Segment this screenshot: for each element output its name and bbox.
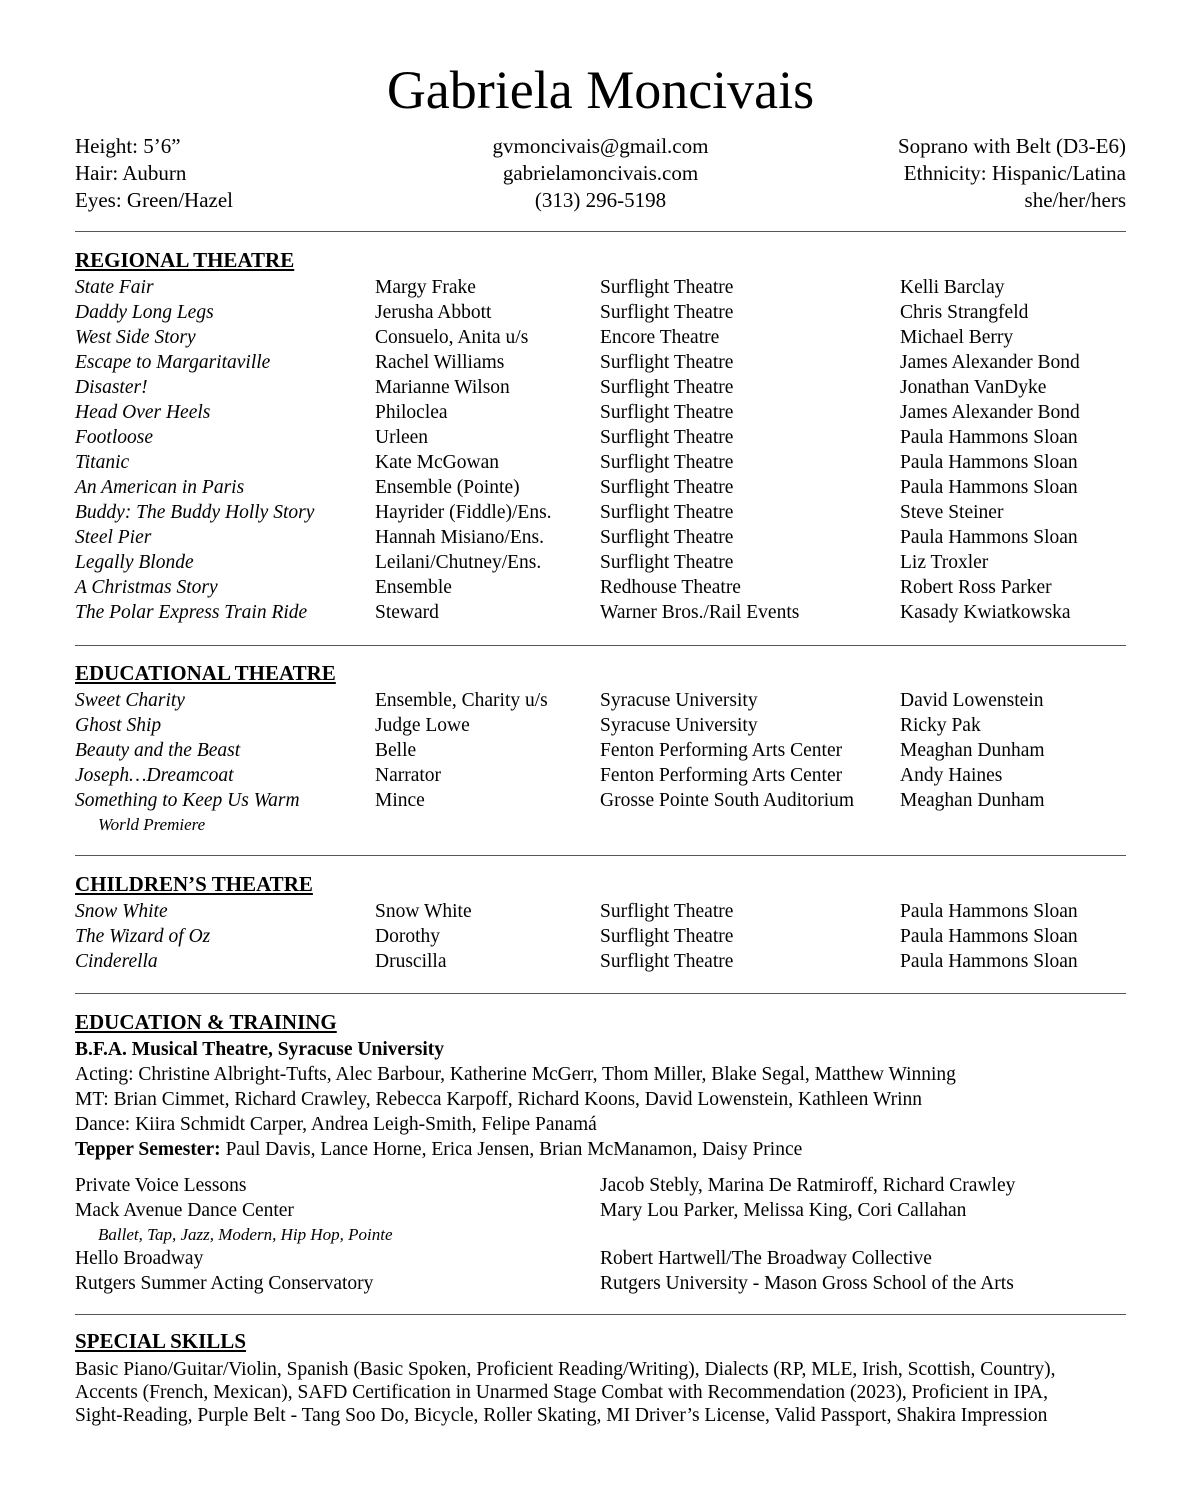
dance-teachers: Dance: Kiira Schmidt Carper, Andrea Leigh-Smith, Felipe Panamá [75,1114,597,1135]
director: Paula Hammons Sloan [900,926,1078,947]
degree: B.F.A. Musical Theatre, Syracuse University [75,1039,445,1060]
skills-text [75,1358,1126,1427]
show-title: A Christmas Story [75,577,218,598]
training-row [75,1198,1126,1223]
voice-type: Soprano with Belt (D3-E6) [897,134,1126,158]
phone: (313) 296-5198 [534,188,667,212]
director: Ricky Pak [900,715,981,736]
show-title: Head Over Heels [75,402,211,423]
divider [75,231,1126,232]
venue: Grosse Pointe South Auditorium [600,790,855,811]
venue: Syracuse University [600,690,758,711]
venue: Surflight Theatre [600,926,734,947]
skills-line: Sight-Reading, Purple Belt - Tang Soo Do, Bicycle, Roller Skating, MI Driver’s License, Valid Passport, Shakira Impression [75,1405,1048,1426]
role: Leilani/Chutney/Ens. [375,552,542,573]
training-list [75,1173,1126,1296]
role: Jerusha Abbott [375,302,492,323]
director: James Alexander Bond [900,352,1080,373]
role: Mince [375,790,425,811]
venue: Surflight Theatre [600,302,734,323]
venue: Fenton Performing Arts Center [600,765,843,786]
show-title: Cinderella [75,951,158,972]
venue: Surflight Theatre [600,377,734,398]
show-title: Snow White [75,901,168,922]
show-title: An American in Paris [75,477,245,498]
education-training-section [75,1007,1126,1296]
role: Ensemble [375,577,452,598]
show-title: Daddy Long Legs [75,302,214,323]
show-title: Something to Keep Us Warm [75,790,300,811]
divider [75,855,1126,856]
divider [75,1314,1126,1315]
role: Belle [375,740,417,761]
role: Snow White [375,901,472,922]
venue: Surflight Theatre [600,452,734,473]
director: Kasady Kwiatkowska [900,602,1071,623]
director: Paula Hammons Sloan [900,427,1078,448]
role: Margy Frake [375,277,476,298]
credit-row [75,763,1126,788]
acting-teachers: Acting: Christine Albright-Tufts, Alec Barbour, Katherine McGerr, Thom Miller, Blake Segal, Matthew Winning [75,1064,956,1085]
show-title: The Polar Express Train Ride [75,602,308,623]
show-title: The Wizard of Oz [75,926,211,947]
show-title: Joseph…Dreamcoat [75,765,234,786]
director: Michael Berry [900,327,1014,348]
director: James Alexander Bond [900,402,1080,423]
tepper-names: Paul Davis, Lance Horne, Erica Jensen, Brian McManamon, Daisy Prince [220,1139,803,1160]
education-details [75,1037,1126,1162]
height: Height: 5’6” [75,134,181,158]
role: Judge Lowe [375,715,470,736]
eyes: Eyes: Green/Hazel [75,188,234,212]
director: Jonathan VanDyke [900,377,1047,398]
credit-row [75,899,1126,924]
credit-row [75,738,1126,763]
director: Paula Hammons Sloan [900,951,1078,972]
section-heading: REGIONAL THEATRE [75,248,295,272]
role: Philoclea [375,402,448,423]
educational-credits [75,688,1126,813]
credit-row [75,525,1126,550]
credit-row [75,375,1126,400]
childrens-credits [75,899,1126,974]
director: David Lowenstein [900,690,1044,711]
show-title: Sweet Charity [75,690,185,711]
credit-row [75,575,1126,600]
show-title: Titanic [75,452,130,473]
credit-row [75,325,1126,350]
venue: Surflight Theatre [600,901,734,922]
show-title: Legally Blonde [75,552,194,573]
training-name: Private Voice Lessons [75,1175,247,1196]
role: Marianne Wilson [375,377,510,398]
director: Paula Hammons Sloan [900,477,1078,498]
credit-row [75,550,1126,575]
credit-row [75,924,1126,949]
show-title: State Fair [75,277,154,298]
hair: Hair: Auburn [75,161,187,185]
training-row [75,1173,1126,1198]
role: Druscilla [375,951,447,972]
special-skills-section [75,1326,1126,1427]
director: Liz Troxler [900,552,989,573]
divider [75,993,1126,994]
credit-row [75,600,1126,625]
role: Ensemble (Pointe) [375,477,520,498]
role: Kate McGowan [375,452,499,473]
show-title: Footloose [75,427,153,448]
credit-row [75,475,1126,500]
role: Rachel Williams [375,352,505,373]
show-title: Buddy: The Buddy Holly Story [75,502,315,523]
childrens-theatre-section [75,869,1126,974]
voice-info [898,133,1126,214]
training-teachers: Rutgers University - Mason Gross School of the Arts [600,1273,1014,1294]
email: gvmoncivais@gmail.com [492,134,709,158]
show-title: Disaster! [75,377,148,398]
credit-row [75,688,1126,713]
director: Paula Hammons Sloan [900,527,1078,548]
director: Meaghan Dunham [900,740,1045,761]
venue: Encore Theatre [600,327,720,348]
section-heading: EDUCATIONAL THEATRE [75,661,336,685]
credit-row [75,949,1126,974]
venue: Syracuse University [600,715,758,736]
director: Paula Hammons Sloan [900,452,1078,473]
training-name: Rutgers Summer Acting Conservatory [75,1273,374,1294]
role: Hannah Misiano/Ens. [375,527,544,548]
director: Steve Steiner [900,502,1004,523]
role: Consuelo, Anita u/s [375,327,529,348]
world-premiere-note: World Premiere [98,815,206,834]
director: Meaghan Dunham [900,790,1045,811]
training-name: Hello Broadway [75,1248,204,1269]
venue: Fenton Performing Arts Center [600,740,843,761]
pronouns: she/her/hers [1024,188,1126,212]
skills-line: Accents (French, Mexican), SAFD Certification in Unarmed Stage Combat with Recommendation (2023), Proficient in IPA, [75,1382,1049,1403]
role: Dorothy [375,926,440,947]
educational-theatre-section [75,658,1126,837]
venue: Surflight Theatre [600,951,734,972]
training-name: Mack Avenue Dance Center [75,1200,294,1221]
dance-styles-note: Ballet, Tap, Jazz, Modern, Hip Hop, Pointe [98,1225,393,1244]
show-title: Beauty and the Beast [75,740,241,761]
venue: Surflight Theatre [600,277,734,298]
training-row [75,1246,1126,1271]
venue: Surflight Theatre [600,477,734,498]
venue: Warner Bros./Rail Events [600,602,800,623]
role: Ensemble, Charity u/s [375,690,548,711]
venue: Surflight Theatre [600,552,734,573]
venue: Surflight Theatre [600,502,734,523]
credit-row [75,450,1126,475]
director: Andy Haines [900,765,1003,786]
skills-line: Basic Piano/Guitar/Violin, Spanish (Basic Spoken, Proficient Reading/Writing), Dialects (RP, MLE, Irish, Scottish, Country), [75,1359,1056,1380]
show-title: Ghost Ship [75,715,162,736]
training-row [75,1271,1126,1296]
credit-row [75,788,1126,813]
director: Robert Ross Parker [900,577,1052,598]
training-teachers: Robert Hartwell/The Broadway Collective [600,1248,932,1269]
website: gabrielamoncivais.com [502,161,699,185]
director: Kelli Barclay [900,277,1005,298]
credit-row [75,500,1126,525]
show-title: West Side Story [75,327,196,348]
show-title: Steel Pier [75,527,152,548]
venue: Surflight Theatre [600,402,734,423]
training-teachers: Jacob Stebly, Marina De Ratmiroff, Richard Crawley [600,1175,1016,1196]
venue: Surflight Theatre [600,527,734,548]
role: Urleen [375,427,429,448]
section-heading: SPECIAL SKILLS [75,1329,246,1353]
regional-theatre-section [75,245,1126,625]
role: Hayrider (Fiddle)/Ens. [375,502,552,523]
role: Steward [375,602,439,623]
section-heading: EDUCATION & TRAINING [75,1010,337,1034]
tepper-semester [75,1137,1126,1162]
credit-row [75,425,1126,450]
venue: Surflight Theatre [600,352,734,373]
section-heading: CHILDREN’S THEATRE [75,872,313,896]
credit-row [75,350,1126,375]
venue: Surflight Theatre [600,427,734,448]
show-title: Escape to Margaritaville [75,352,271,373]
role: Narrator [375,765,442,786]
credit-row [75,275,1126,300]
director: Paula Hammons Sloan [900,901,1078,922]
tepper-label: Tepper Semester: [75,1139,221,1160]
credit-row [75,713,1126,738]
regional-credits [75,275,1126,625]
credit-row [75,300,1126,325]
ethnicity: Ethnicity: Hispanic/Latina [903,161,1126,185]
venue: Redhouse Theatre [600,577,741,598]
director: Chris Strangfeld [900,302,1029,323]
divider [75,645,1126,646]
mt-teachers: MT: Brian Cimmet, Richard Crawley, Rebecca Karpoff, Richard Koons, David Lowenstein, Kathleen Wrinn [75,1089,922,1110]
credit-row [75,400,1126,425]
training-teachers: Mary Lou Parker, Melissa King, Cori Callahan [600,1200,967,1221]
resume-name: Gabriela Moncivais [386,60,815,120]
